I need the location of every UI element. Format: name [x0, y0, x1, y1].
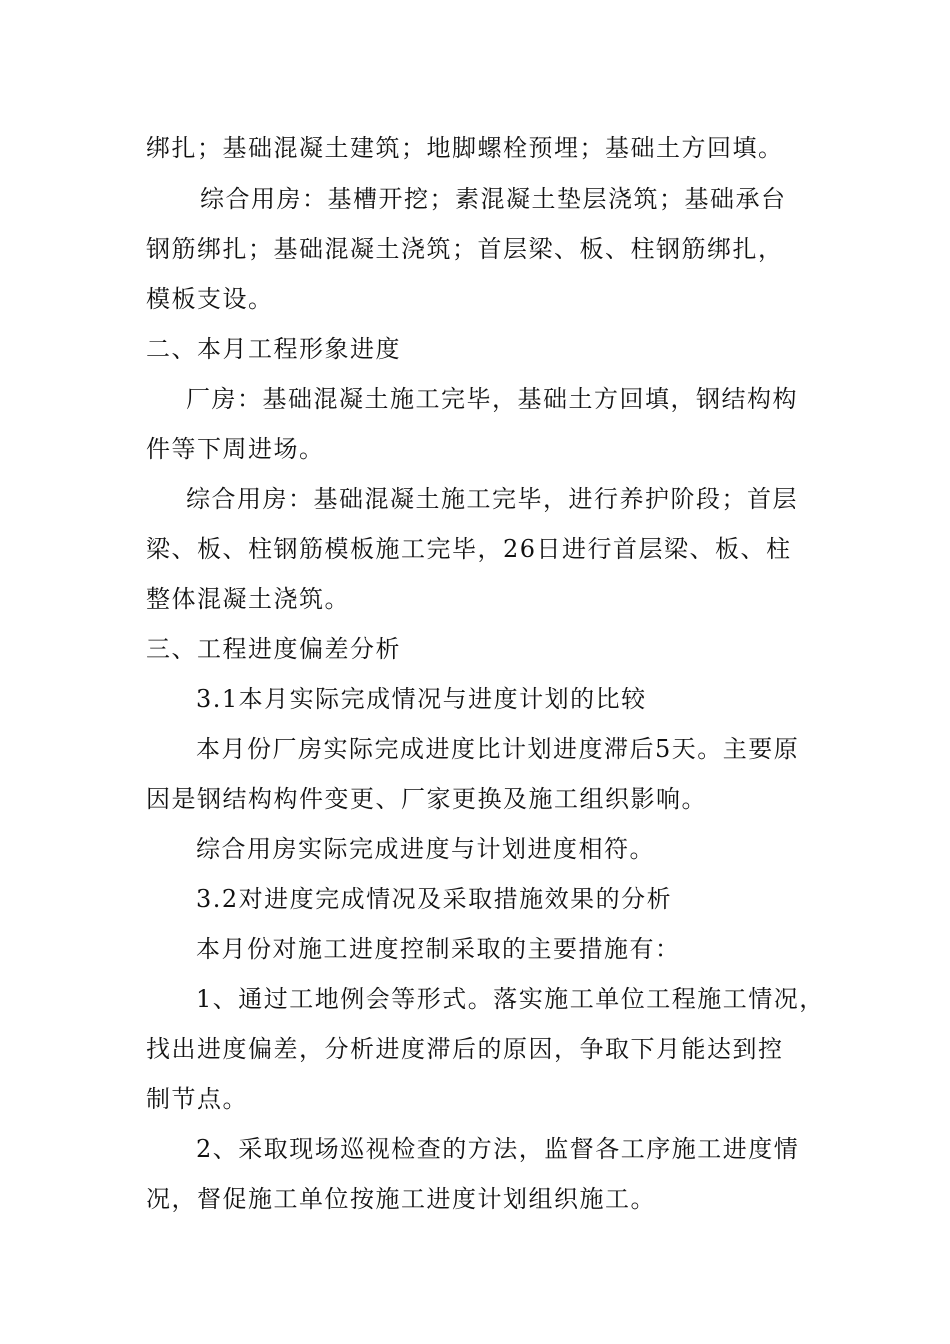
paragraph-line: 梁、板、柱钢筋模板施工完毕，26日进行首层梁、板、柱 [146, 535, 792, 563]
paragraph-line: 绑扎；基础混凝土建筑；地脚螺栓预埋；基础土方回填。 [146, 134, 784, 162]
paragraph-line: 制节点。 [146, 1085, 248, 1113]
paragraph-line: 钢筋绑扎；基础混凝土浇筑；首层梁、板、柱钢筋绑扎， [146, 235, 784, 263]
paragraph-line: 综合用房：基槽开挖；素混凝土垫层浇筑；基础承台 [200, 185, 787, 213]
paragraph-line: 本月份对施工进度控制采取的主要措施有： [196, 935, 681, 963]
paragraph-line: 因是钢结构构件变更、厂家更换及施工组织影响。 [146, 785, 707, 813]
list-item: 2、采取现场巡视检查的方法，监督各工序施工进度情 [196, 1135, 800, 1163]
paragraph-line: 找出进度偏差，分析进度滞后的原因，争取下月能达到控 [146, 1035, 784, 1063]
paragraph-line: 综合用房实际完成进度与计划进度相符。 [196, 835, 655, 863]
paragraph-line: 模板支设。 [146, 285, 274, 313]
paragraph-line: 厂房：基础混凝土施工完毕，基础土方回填，钢结构构 [186, 385, 798, 413]
paragraph-line: 综合用房：基础混凝土施工完毕，进行养护阶段；首层 [186, 485, 798, 513]
list-item: 1、通过工地例会等形式。落实施工单位工程施工情况， [196, 985, 825, 1013]
paragraph-line: 况，督促施工单位按施工进度计划组织施工。 [146, 1185, 656, 1213]
section-heading: 三、工程进度偏差分析 [146, 635, 401, 663]
subsection-heading: 3.1本月实际完成情况与进度计划的比较 [196, 685, 647, 713]
section-heading: 二、本月工程形象进度 [146, 335, 401, 363]
paragraph-line: 件等下周进场。 [146, 435, 325, 463]
paragraph-line: 本月份厂房实际完成进度比计划进度滞后5天。主要原 [196, 735, 800, 763]
subsection-heading: 3.2对进度完成情况及采取措施效果的分析 [196, 885, 673, 913]
paragraph-line: 整体混凝土浇筑。 [146, 585, 350, 613]
